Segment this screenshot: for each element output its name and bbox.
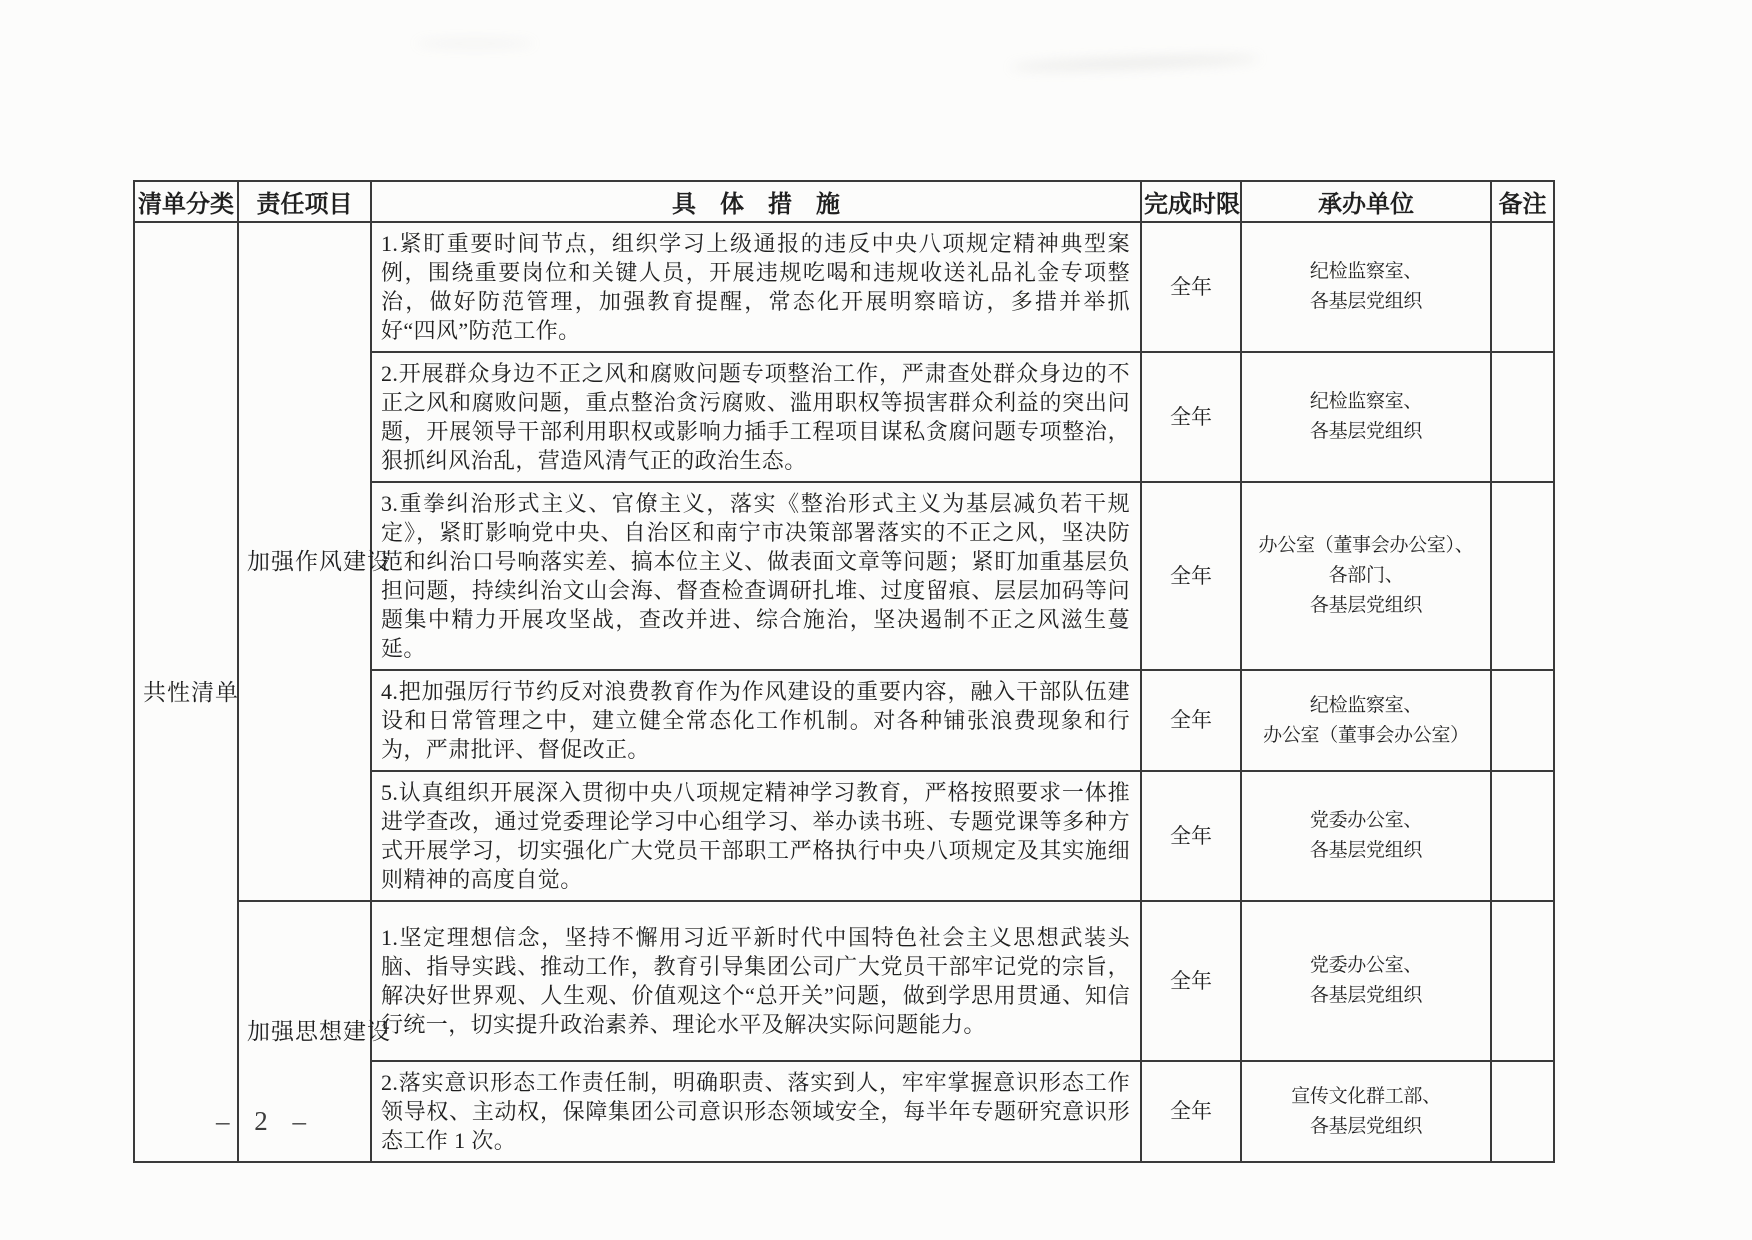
unit-cell [1241, 1061, 1491, 1162]
deadline-cell: 全年 [1141, 901, 1241, 1061]
measure-cell: 2.落实意识形态工作责任制，明确职责、落实到人，牢牢掌握意识形态工作领导权、主动权，保障集团公司意识形态领域安全，每半年专题研究意识形态工作 1 次。 [371, 1061, 1141, 1162]
measure-cell: 3.重拳纠治形式主义、官僚主义，落实《整治形式主义为基层减负若干规定》，紧盯影响党中央、自治区和南宁市决策部署落实的不正之风，坚决防范和纠治口号响落实差、搞本位主义、做表面文章等问题；紧盯加重基层负担问题，持续纠治文山会海、督查检查调研扎堆、过度留痕、层层加码等问题集中精力开展攻坚战，查改并进、综合施治，坚决遏制不正之风滋生蔓延。 [371, 482, 1141, 670]
header-measures: 具 体 措 施 [371, 181, 1141, 222]
unit-cell [1241, 670, 1491, 771]
header-remarks: 备注 [1491, 181, 1554, 222]
unit-cell [1241, 901, 1491, 1061]
responsibility-list-table [133, 180, 1555, 1163]
unit-line: 各基层党组织 [1309, 985, 1423, 1006]
scan-artifact [415, 40, 535, 47]
remark-cell [1491, 482, 1554, 670]
deadline-cell: 全年 [1141, 670, 1241, 771]
unit-line: 各基层党组织 [1309, 421, 1423, 442]
unit-cell [1241, 222, 1491, 352]
unit-line: 党委办公室、 [1309, 955, 1423, 976]
deadline-cell: 全年 [1141, 1061, 1241, 1162]
remark-cell [1491, 771, 1554, 901]
remark-cell [1491, 222, 1554, 352]
remark-cell [1491, 352, 1554, 482]
category-cell: 共性清单 [134, 222, 238, 1162]
unit-line: 办公室（董事会办公室） [1263, 724, 1469, 746]
remark-cell [1491, 670, 1554, 771]
table-row [134, 901, 1554, 1061]
header-deadline: 完成时限 [1141, 181, 1241, 222]
unit-line: 各部门、 [1328, 565, 1404, 586]
measure-cell: 5.认真组织开展深入贯彻中央八项规定精神学习教育，严格按照要求一体推进学查改，通过党委理论学习中心组学习、举办读书班、专题党课等多种方式开展学习，切实强化广大党员干部职工严格执行中央八项规定及其实施细则精神的高度自觉。 [371, 771, 1141, 901]
remark-cell [1491, 1061, 1554, 1162]
unit-line: 宣传文化群工部、 [1291, 1085, 1441, 1107]
unit-cell [1241, 482, 1491, 670]
unit-line: 纪检监察室、 [1309, 391, 1423, 412]
unit-line: 党委办公室、 [1309, 810, 1423, 831]
deadline-cell: 全年 [1141, 771, 1241, 901]
remark-cell [1491, 901, 1554, 1061]
unit-cell [1241, 352, 1491, 482]
table-row [134, 222, 1554, 352]
unit-line: 各基层党组织 [1309, 840, 1423, 861]
project-cell: 加强思想建设 [238, 901, 371, 1162]
unit-line: 各基层党组织 [1309, 595, 1423, 616]
scan-artifact [1010, 54, 1260, 73]
table-body [134, 222, 1554, 1162]
project-cell: 加强作风建设 [238, 222, 371, 901]
header-unit: 承办单位 [1241, 181, 1491, 222]
unit-line: 各基层党组织 [1309, 291, 1423, 312]
measure-cell: 4.把加强厉行节约反对浪费教育作为作风建设的重要内容，融入干部队伍建设和日常管理之中，建立健全常态化工作机制。对各种铺张浪费现象和行为，严肃批评、督促改正。 [371, 670, 1141, 771]
table-header-row [134, 181, 1554, 222]
measure-cell: 1.坚定理想信念，坚持不懈用习近平新时代中国特色社会主义思想武装头脑、指导实践、推动工作，教育引导集团公司广大党员干部牢记党的宗旨，解决好世界观、人生观、价值观这个“总开关”问题，做到学思用贯通、知信行统一，切实提升政治素养、理论水平及解决实际问题能力。 [371, 901, 1141, 1061]
page-number: – 2 – [216, 1106, 315, 1136]
unit-line: 纪检监察室、 [1309, 261, 1423, 282]
deadline-cell: 全年 [1141, 352, 1241, 482]
unit-line: 各基层党组织 [1309, 1115, 1423, 1137]
header-project: 责任项目 [238, 181, 371, 222]
deadline-cell: 全年 [1141, 222, 1241, 352]
measure-cell: 1.紧盯重要时间节点，组织学习上级通报的违反中央八项规定精神典型案例，围绕重要岗位和关键人员，开展违规吃喝和违规收送礼品礼金专项整治，做好防范管理，加强教育提醒，常态化开展明察暗访，多措并举抓好“四风”防范工作。 [371, 222, 1141, 352]
unit-cell [1241, 771, 1491, 901]
unit-line: 纪检监察室、 [1309, 694, 1423, 716]
measure-cell: 2.开展群众身边不正之风和腐败问题专项整治工作，严肃查处群众身边的不正之风和腐败问题，重点整治贪污腐败、滥用职权等损害群众利益的突出问题，开展领导干部利用职权或影响力插手工程项目谋私贪腐问题专项整治，狠抓纠风治乱，营造风清气正的政治生态。 [371, 352, 1141, 482]
unit-line: 办公室（董事会办公室）、 [1258, 535, 1474, 556]
header-category: 清单分类 [134, 181, 238, 222]
deadline-cell: 全年 [1141, 482, 1241, 670]
